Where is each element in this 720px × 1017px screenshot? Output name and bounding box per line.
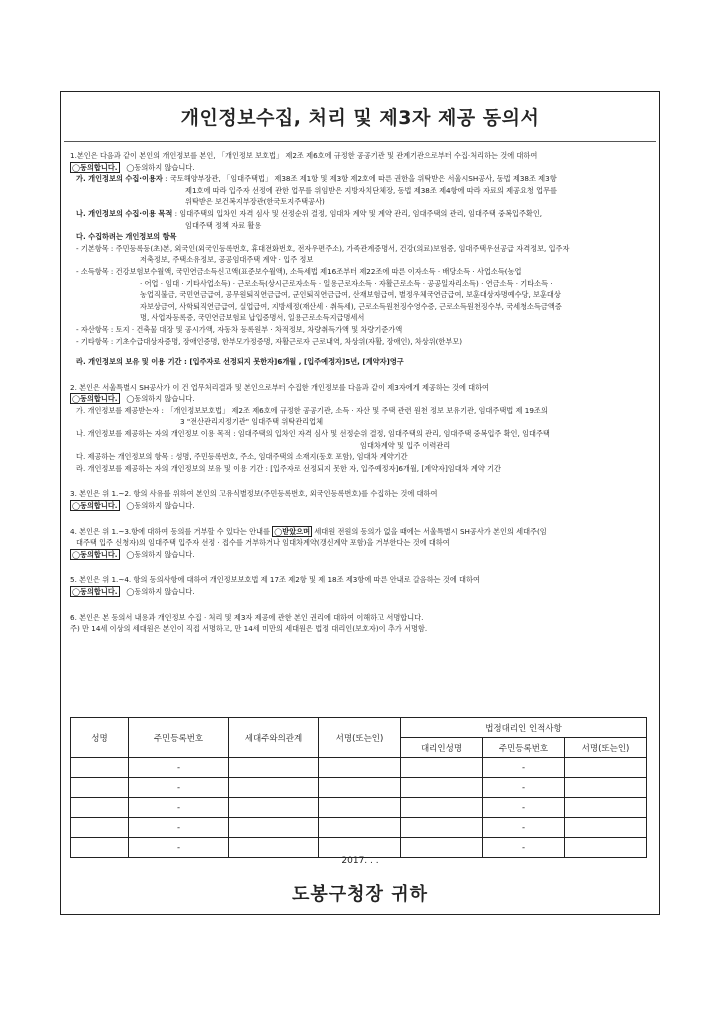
s2-da: 다. 제공하는 개인정보의 항목 : 성명, 주민등록번호, 주소, 임대주택의 소재지(동호 포함), 임대차 계약기간	[76, 452, 408, 462]
signature-cell[interactable]	[319, 838, 401, 858]
header-name: 성명	[71, 718, 129, 758]
header-relation: 세대주와의관계	[229, 718, 319, 758]
relation-cell[interactable]	[229, 798, 319, 818]
agree-checkbox[interactable]: ◯동의합니다.	[72, 394, 118, 404]
date-line: 2017. . .	[341, 856, 379, 866]
table-row	[71, 778, 647, 798]
agree-checkbox[interactable]: ◯동의합니다.	[72, 549, 118, 559]
section-2-options	[70, 393, 654, 405]
s1-basic-2: 저축정보, 주택소유정보, 공공임대주택 계약 · 입주 정보	[140, 255, 314, 265]
legal-rrn-cell[interactable]: -	[483, 778, 565, 798]
header-rrn: 주민등록번호	[129, 718, 229, 758]
signature-cell[interactable]	[319, 818, 401, 838]
s1-income-3: 농업직불금, 국민연금급여, 공무원퇴직연금급여, 군인퇴직연금급여, 산재보험급여, 별정우체국연금급여, 보훈대상자명예수당, 보훈대상	[140, 290, 561, 300]
s2-ga-2: 3 "전산관리지정기관" 임대주택 위탁관리업체	[180, 417, 324, 427]
addressee: 도봉구청장 귀하	[292, 884, 428, 905]
section-4-options	[70, 549, 654, 561]
name-cell[interactable]	[71, 818, 129, 838]
legal-signature-cell[interactable]	[565, 798, 647, 818]
section-3-options	[70, 500, 654, 512]
legal-name-cell[interactable]	[401, 818, 483, 838]
legal-name-cell[interactable]	[401, 838, 483, 858]
rrn-cell[interactable]: -	[129, 838, 229, 858]
s1-na	[70, 208, 654, 220]
relation-cell[interactable]	[229, 758, 319, 778]
name-cell[interactable]	[71, 838, 129, 858]
s1-ga-label: 가. 개인정보의 수집·이용자	[76, 174, 163, 184]
section-1-intro: 1.본인은 다음과 같이 본인의 개인정보를 본인, 「개인정보 보호법」 제2조 제6호에 규정한 공공기관 및 관계기관으로부터 수집·처리하는 것에 대하여	[70, 151, 538, 160]
s1-etc: - 기타항목 : 기초수급대상자증명, 장애인증명, 한부모가정증명, 자활근로자 근로내역, 차상위(자활, 장애인), 차상위(한부모)	[76, 336, 463, 346]
legal-signature-cell[interactable]	[565, 838, 647, 858]
header-legal-name: 대리인성명	[401, 738, 483, 758]
signature-cell[interactable]	[319, 798, 401, 818]
title-divider	[64, 141, 656, 142]
relation-cell[interactable]	[229, 838, 319, 858]
table-row	[71, 838, 647, 858]
rrn-cell[interactable]: -	[129, 818, 229, 838]
heard-checkbox[interactable]: ◯받았으며	[274, 526, 311, 536]
s1-na-text: : 임대주택의 입차인 자격 심사 및 선정순위 결정, 임대차 계약 및 계약 관리, 임대주택의 관리, 임대주택 중복입주확인,	[172, 208, 543, 218]
disagree-checkbox[interactable]: ◯동의하지 않습니다.	[126, 394, 195, 404]
section-6-line-2: 주) 만 14세 이상의 세대원은 본인이 직접 서명하고, 만 14세 미만의 세대원은 법정 대리인(보호자)이 추가 서명함.	[70, 624, 428, 634]
legal-name-cell[interactable]	[401, 758, 483, 778]
section-2-intro: 2. 본인은 서울특별시 SH공사가 이 건 업무처리결과 및 본인으로부터 수집한 개인정보를 다음과 같이 제3자에게 제공하는 것에 대하여	[70, 382, 490, 392]
s1-income-2: · 어업 · 임대 · 기타사업소득) · 근로소득(상시근로자소득 · 일용근로자소득 · 자활근로소득 · 공공일자리소득) · 연금소득 · 기타소득 ·	[140, 278, 553, 288]
relation-cell[interactable]	[229, 778, 319, 798]
section-6-line-1: 6. 본인은 본 동의서 내용과 개인정보 수집 · 처리 및 제3자 제공에 관한 본인 권리에 대하여 이해하고 서명합니다.	[70, 612, 424, 622]
s4-intro-2: 대주택 입주 신청자)의 임대주택 입주자 선정 · 접수를 거부하거나 임대차계약(갱신계약 포함)을 거부한다는 것에 대하여	[76, 538, 450, 548]
legal-name-cell[interactable]	[401, 778, 483, 798]
s2-ga-1: 가. 개인정보를 제공받는자 : 「개인정보보호법」 제2조 제6호에 규정한 공공기관, 소득 · 자산 및 주택 관련 원천 정보 보유기관, 임대주택법 제 19조의	[76, 405, 548, 415]
s1-na-label: 나. 개인정보의 수집·이용 목적	[76, 208, 173, 218]
s4-intro-a: 4. 본인은 위 1.~3.항에 대하여 동의를 거부할 수 있다는 안내를	[70, 526, 270, 536]
relation-cell[interactable]	[229, 818, 319, 838]
rrn-cell[interactable]: -	[129, 758, 229, 778]
document-title: 개인정보수집, 처리 및 제3자 제공 동의서	[180, 107, 540, 129]
legal-rrn-cell[interactable]: -	[483, 818, 565, 838]
rrn-cell[interactable]: -	[129, 798, 229, 818]
section-5-intro: 5. 본인은 위 1.~4. 항의 동의사항에 대하여 개인정보보호법 제 17조 제2항 및 제 18조 제3항에 따른 안내로 갈음하는 것에 대하여	[70, 575, 480, 585]
table-row	[71, 798, 647, 818]
agree-checkbox[interactable]: ◯동의합니다.	[72, 587, 118, 596]
section-1-options	[70, 162, 654, 174]
disagree-checkbox[interactable]: ◯동의하지 않습니다.	[126, 549, 195, 559]
section-4-intro	[70, 526, 654, 538]
s1-ga-2: 제1호에 따라 입주자 선정에 관한 업무를 위임받은 지방자치단체장, 동법 제38조 제4항에 따라 자료의 제공요청 업무를	[185, 185, 557, 195]
legal-signature-cell[interactable]	[565, 818, 647, 838]
s1-income-1: - 소득항목 : 건강보험보수월액, 국민연금소득신고액(표준보수월액), 소득세법 제16조부터 제22조에 따른 이자소득 · 배당소득 · 사업소득(농업	[76, 266, 522, 276]
rrn-cell[interactable]: -	[129, 778, 229, 798]
name-cell[interactable]	[71, 798, 129, 818]
signature-cell[interactable]	[319, 778, 401, 798]
s2-ra: 라. 개인정보를 제공하는 자의 개인정보의 보유 및 이용 기간 : [입주자로 선정되지 못한 자, 입주예정자]6개월, [계약자]임대차 계약 기간	[76, 463, 501, 473]
name-cell[interactable]	[71, 778, 129, 798]
legal-name-cell[interactable]	[401, 798, 483, 818]
s1-ga-text: : 국토해양부장관, 「임대주택법」 제38조 제1항 및 제3항 제2호에 따른 권한을 위탁받은 서울시SH공사, 동법 제38조 제3항	[162, 174, 557, 184]
s1-da-label: 다. 수집하려는 개인정보의 항목	[76, 232, 177, 242]
header-legal-rep: 법정대리인 인적사항	[401, 718, 647, 738]
disagree-checkbox[interactable]: ◯동의하지 않습니다.	[126, 162, 195, 172]
legal-rrn-cell[interactable]: -	[483, 798, 565, 818]
consent-body	[70, 150, 654, 635]
s1-asset: - 자산항목 : 토지 · 건축물 대장 및 공시가액, 자동차 등록원부 · 차적정보, 차량취득가액 및 차량기준가액	[76, 324, 403, 334]
s1-income-4: 자보상금여, 사학퇴직연금급여, 실업급여, 지방세정(재산세 · 취득세), 근로소득원천징수영수증, 근로소득원천징수부, 국세청소득금액증	[140, 301, 562, 311]
s2-na-2: 임대차계약 및 입주 이력관리	[360, 440, 451, 450]
agree-checkbox[interactable]: ◯동의합니다.	[72, 501, 118, 511]
signature-table	[70, 717, 647, 858]
s1-income-5: 명, 사업자등록증, 국민연금보험료 납입증명서, 일용근로소득지급명세서	[140, 313, 365, 323]
signature-cell[interactable]	[319, 758, 401, 778]
section-5-options	[70, 586, 654, 598]
header-legal-signature: 서명(또는인)	[565, 738, 647, 758]
s1-basic-1: - 기본항목 : 주민등록등(초)본, 외국인(외국인등록번호, 휴대전화번호, 전자우편주소), 가족관계증명서, 건강(의료)보험증, 임대주택우선공급 자격정보, 입주자	[76, 243, 570, 253]
disagree-checkbox[interactable]: ◯동의하지 않습니다.	[126, 501, 195, 511]
header-signature: 서명(또는인)	[319, 718, 401, 758]
section-3-intro: 3. 본인은 위 1.~2. 항의 사유를 위하여 본인의 고유식별정보(주민등록번호, 외국인등록번호)를 수집하는 것에 대하여	[70, 489, 438, 499]
legal-signature-cell[interactable]	[565, 778, 647, 798]
agree-checkbox[interactable]: ◯동의합니다.	[72, 162, 118, 172]
s1-ga	[70, 173, 654, 185]
disagree-checkbox[interactable]: ◯동의하지 않습니다.	[126, 587, 195, 596]
s1-ga-3: 위탁받은 보건복지부장관(한국토지주택공사)	[185, 197, 325, 207]
s2-na-1: 나. 개인정보를 제공하는 자의 개인정보 이용 목적 : 임대주택의 입차인 자격 심사 및 선정순위 결정, 임대주택의 관리, 임대주택 중복입주 확인, 임대주택	[76, 429, 550, 439]
name-cell[interactable]	[71, 758, 129, 778]
table-row	[71, 758, 647, 778]
table-row	[71, 818, 647, 838]
legal-rrn-cell[interactable]: -	[483, 838, 565, 858]
s1-ra: 라. 개인정보의 보유 및 이용 기간 : [입주자로 선정되지 못한자]6개월 , [입주예정자]5년, [계약자]영구	[76, 357, 404, 367]
s4-intro-b: 세대원 전원의 동의가 없을 때에는 서울특별시 SH공사가 본인의 세대주(임	[312, 526, 547, 536]
s1-na-2: 임대주택 정책 자료 활용	[185, 220, 262, 230]
legal-rrn-cell[interactable]: -	[483, 758, 565, 778]
header-legal-rrn: 주민등록번호	[483, 738, 565, 758]
legal-signature-cell[interactable]	[565, 758, 647, 778]
